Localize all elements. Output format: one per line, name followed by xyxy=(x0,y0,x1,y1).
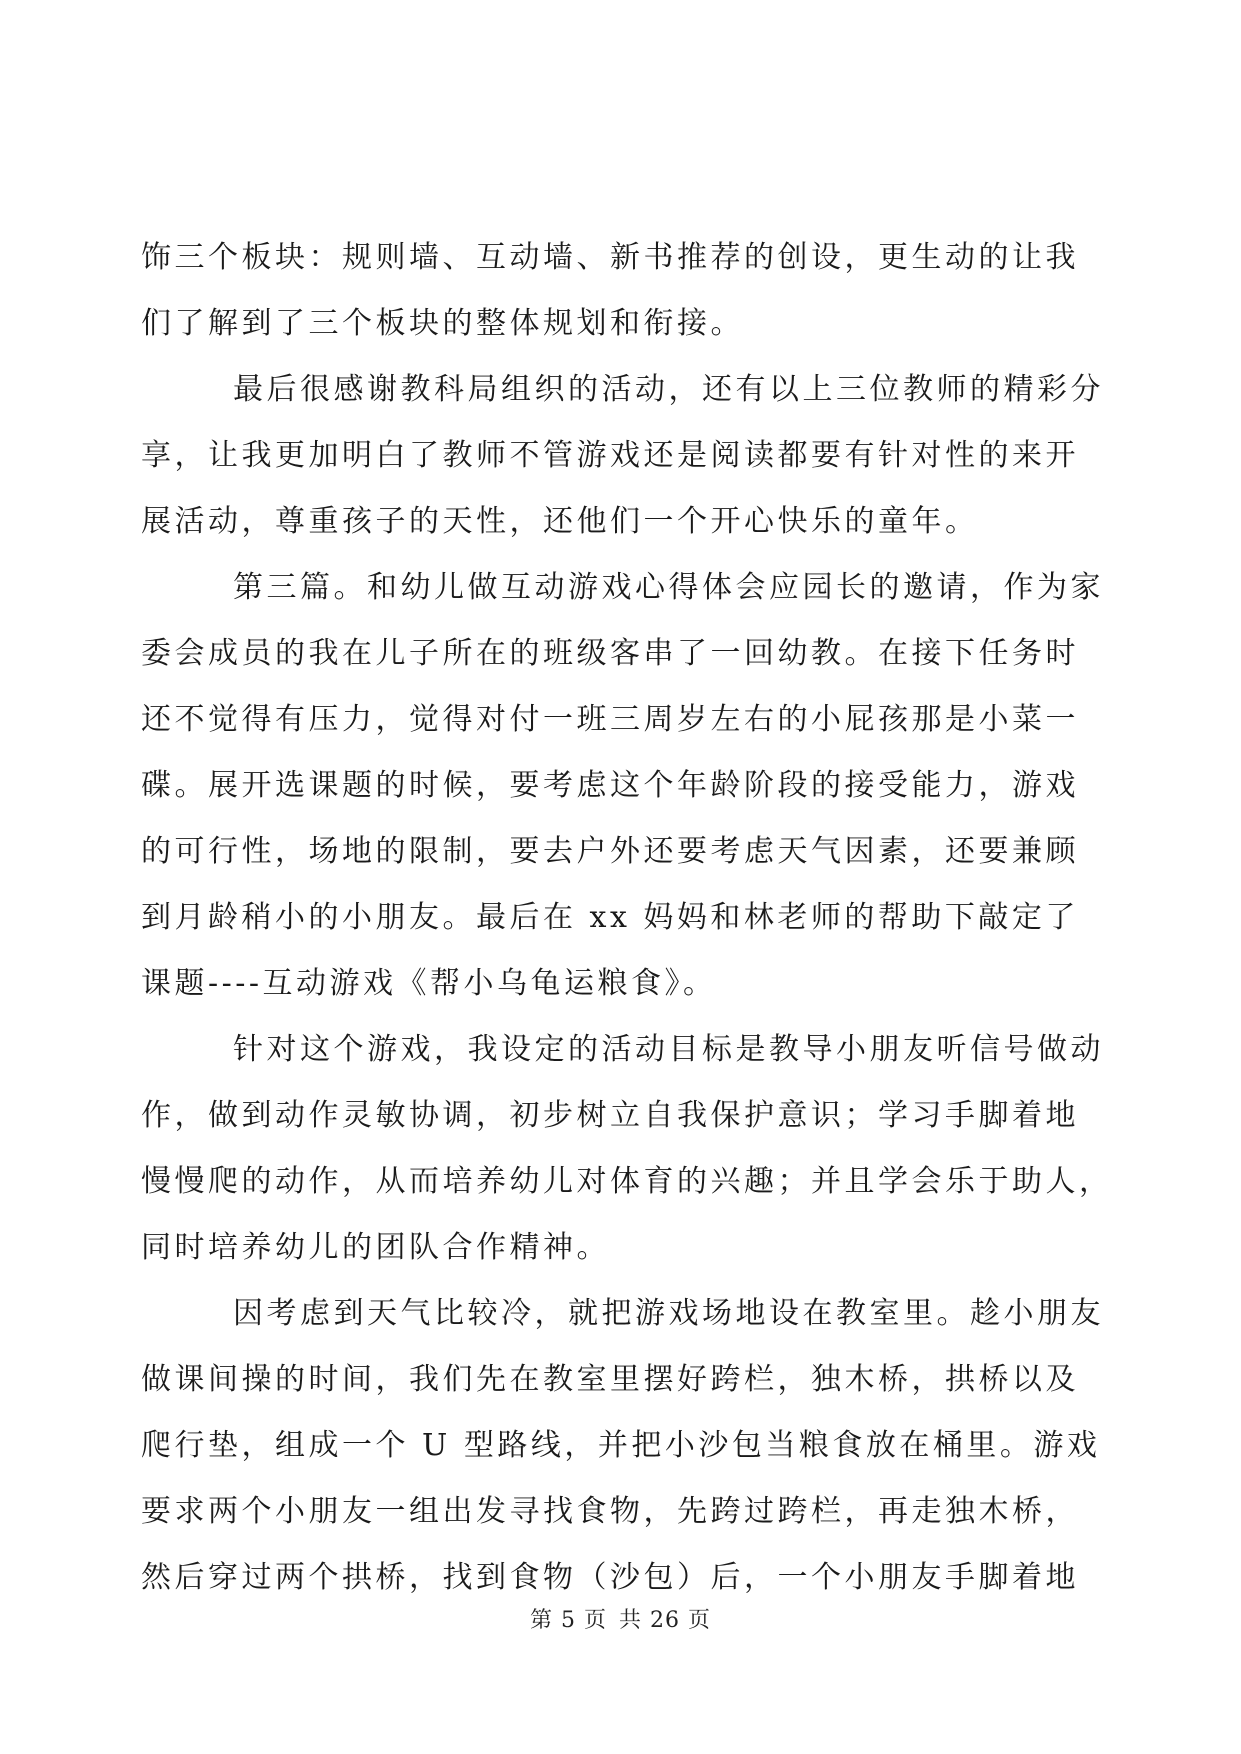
text-line: 因考虑到天气比较冷，就把游戏场地设在教室里。趁小朋友 xyxy=(233,1296,1104,1331)
text-line: 到月龄稍小的小朋友。最后在 xx 妈妈和林老师的帮助下敲定了 xyxy=(141,900,1079,935)
text-line: 碟。展开选课题的时候，要考虑这个年龄阶段的接受能力，游戏 xyxy=(141,768,1079,803)
document-body xyxy=(141,225,1113,1611)
text-line: 还不觉得有压力，觉得对付一班三周岁左右的小屁孩那是小菜一 xyxy=(141,702,1079,737)
text-line: 爬行垫，组成一个 U 型路线，并把小沙包当粮食放在桶里。游戏 xyxy=(141,1428,1101,1463)
text-line: 要求两个小朋友一组出发寻找食物，先跨过跨栏，再走独木桥， xyxy=(141,1494,1079,1529)
page-total: 共 26 页 xyxy=(619,1608,711,1633)
text-line: 针对这个游戏，我设定的活动目标是教导小朋友听信号做动 xyxy=(233,1032,1104,1067)
text-line: 做课间操的时间，我们先在教室里摆好跨栏，独木桥，拱桥以及 xyxy=(141,1362,1079,1397)
text-line: 慢慢爬的动作，从而培养幼儿对体育的兴趣；并且学会乐于助人， xyxy=(141,1164,1113,1199)
page-number: 第 5 页 xyxy=(530,1608,607,1633)
text-line: 第三篇。和幼儿做互动游戏心得体会应园长的邀请，作为家 xyxy=(233,570,1104,605)
page-footer xyxy=(0,1603,1241,1634)
text-line: 饰三个板块：规则墙、互动墙、新书推荐的创设，更生动的让我 xyxy=(141,240,1079,275)
text-line: 然后穿过两个拱桥，找到食物（沙包）后，一个小朋友手脚着地 xyxy=(141,1560,1079,1595)
text-line: 作，做到动作灵敏协调，初步树立自我保护意识；学习手脚着地 xyxy=(141,1098,1079,1133)
text-line: 课题----互动游戏《帮小乌龟运粮食》。 xyxy=(141,966,717,1001)
text-line: 最后很感谢教科局组织的活动，还有以上三位教师的精彩分 xyxy=(233,372,1104,407)
text-line: 的可行性，场地的限制，要去户外还要考虑天气因素，还要兼顾 xyxy=(141,834,1079,869)
text-line: 展活动，尊重孩子的天性，还他们一个开心快乐的童年。 xyxy=(141,504,979,539)
text-line: 们了解到了三个板块的整体规划和衔接。 xyxy=(141,306,744,341)
text-line: 同时培养幼儿的团队合作精神。 xyxy=(141,1230,610,1265)
text-line: 享，让我更加明白了教师不管游戏还是阅读都要有针对性的来开 xyxy=(141,438,1079,473)
text-line: 委会成员的我在儿子所在的班级客串了一回幼教。在接下任务时 xyxy=(141,636,1079,671)
